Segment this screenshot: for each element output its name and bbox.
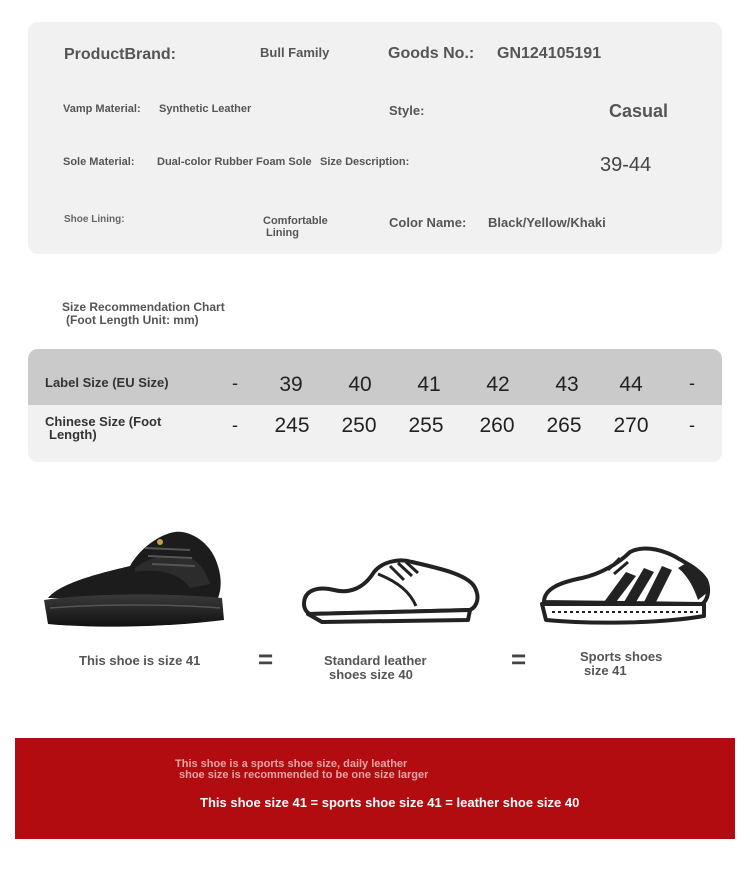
equals-sign: = [258, 644, 274, 674]
banner-summary: This shoe size 41 = sports shoe size 41 = leather shoe size 40 [200, 795, 580, 810]
cn-dash-left: - [232, 415, 238, 435]
sole-value: Dual-color Rubber Foam Sole [157, 156, 312, 168]
eu-size-cell: 42 [486, 373, 510, 396]
cn-size-label-line1: Chinese Size (Foot [45, 414, 162, 429]
cn-size-label [45, 415, 161, 441]
size-note-banner [15, 738, 735, 839]
sole-label: Sole Material: [63, 156, 135, 168]
size-desc-label: Size Description: [320, 156, 410, 168]
cn-size-cell: 250 [341, 414, 377, 437]
style-label: Style: [389, 103, 425, 118]
lining-label: Shoe Lining: [64, 214, 125, 225]
sports-shoe-caption [580, 650, 662, 678]
color-value: Black/Yellow/Khaki [488, 215, 606, 230]
size-table [28, 349, 722, 462]
brand-value: Bull Family [260, 45, 330, 60]
leather-shoe-caption-line1: Standard leather [324, 653, 427, 668]
vamp-value: Synthetic Leather [159, 103, 252, 115]
banner-note-line1: This shoe is a sports shoe size, daily leather [175, 758, 408, 770]
size-chart-title-line1: Size Recommendation Chart [62, 300, 225, 314]
cn-size-label-line2: Length) [49, 427, 97, 442]
banner-note [175, 759, 428, 781]
sports-shoe-icon [538, 544, 713, 634]
color-label: Color Name: [389, 215, 467, 230]
size-chart-title [62, 301, 225, 327]
banner-note-line2: shoe size is recommended to be one size larger [179, 769, 429, 781]
product-shoe-image [40, 528, 230, 638]
cn-size-cell: 260 [479, 414, 515, 437]
sports-shoe-caption-line2: size 41 [584, 663, 627, 678]
eu-size-cell: 43 [555, 373, 579, 396]
style-value: Casual [609, 101, 669, 121]
goods-no-value: GN124105191 [497, 45, 602, 62]
lining-value-line2: Lining [266, 227, 299, 239]
cn-size-cell: 265 [546, 414, 582, 437]
leather-shoe-icon [298, 552, 483, 632]
eu-size-cell: 44 [619, 373, 643, 396]
eu-dash-left: - [232, 373, 238, 393]
size-desc-value: 39-44 [600, 154, 652, 176]
equals-sign: = [511, 644, 527, 674]
vamp-label: Vamp Material: [63, 103, 141, 115]
size-table-row-cn [28, 405, 722, 462]
cn-dash-right: - [689, 415, 695, 435]
sports-shoe-caption-line1: Sports shoes [580, 649, 663, 664]
eu-size-cell: 40 [348, 373, 372, 396]
lining-value-line1: Comfortable [263, 215, 328, 227]
size-chart-title-line2: (Foot Length Unit: mm) [66, 313, 199, 327]
cn-size-cell: 255 [408, 414, 444, 437]
eu-dash-right: - [689, 373, 695, 393]
eu-size-label: Label Size (EU Size) [45, 375, 169, 390]
brand-label: ProductBrand: [64, 46, 176, 63]
leather-shoe-caption-line2: shoes size 40 [329, 667, 413, 682]
goods-no-label: Goods No.: [388, 45, 475, 62]
lining-value [263, 215, 328, 239]
size-table-row-eu [28, 349, 722, 405]
eu-size-cell: 41 [417, 373, 441, 396]
leather-shoe-caption [324, 654, 427, 682]
product-shoe-caption: This shoe is size 41 [79, 653, 201, 668]
cn-size-cell: 270 [613, 414, 649, 437]
eu-size-cell: 39 [279, 373, 303, 396]
cn-size-cell: 245 [274, 414, 310, 437]
